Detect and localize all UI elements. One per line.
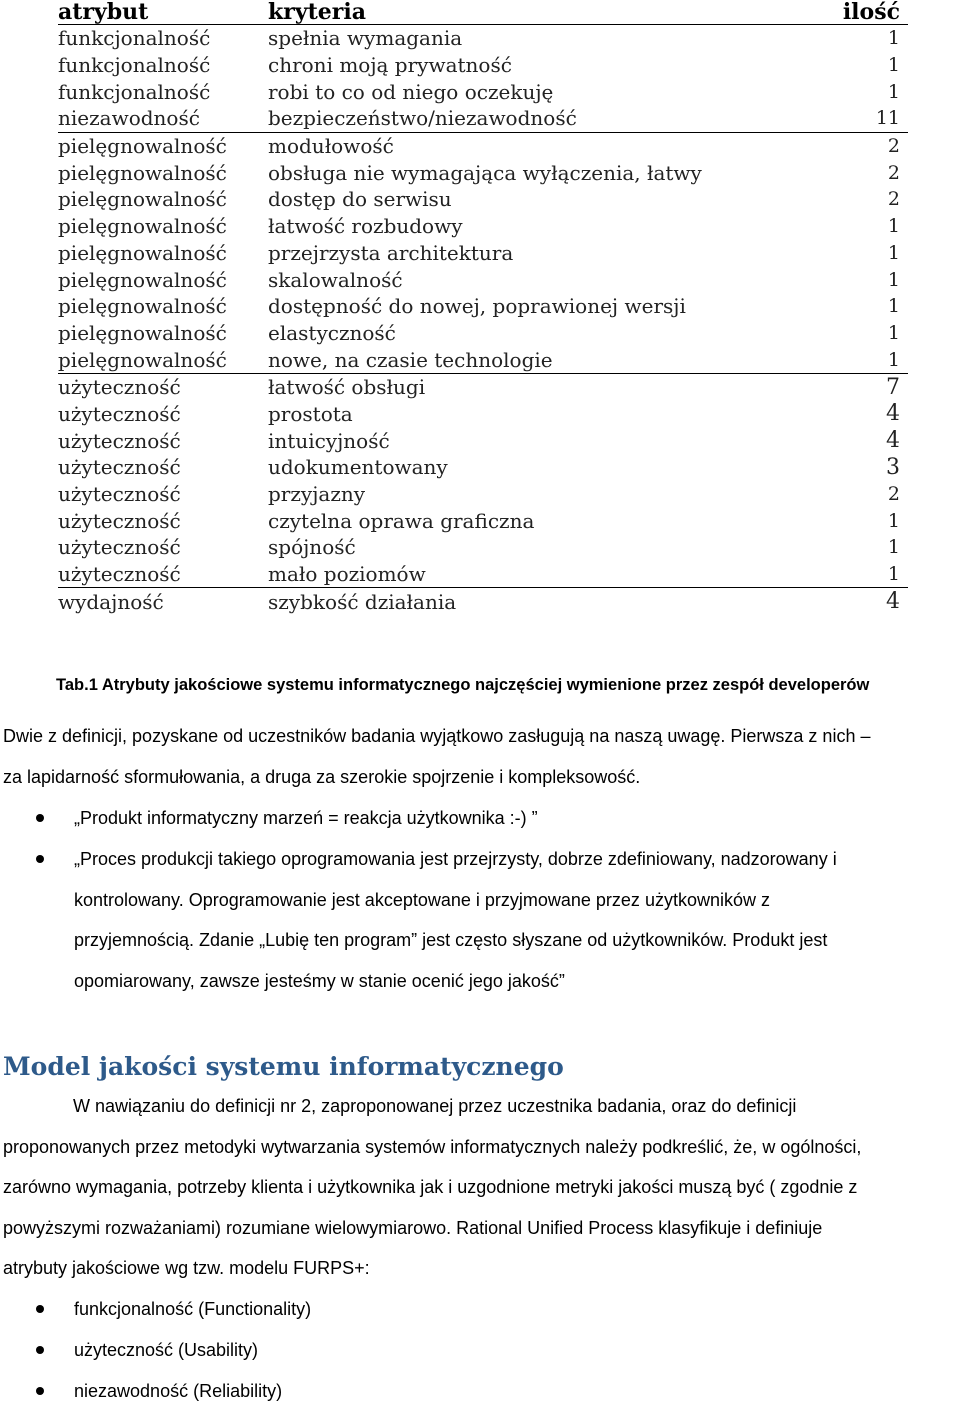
table-row bbox=[58, 454, 908, 481]
furps-list-item bbox=[0, 1330, 958, 1371]
paragraph-line: powyższymi rozważaniami) rozumiane wielowymiarowo. Rational Unified Process klasyfikuje i definiuje bbox=[3, 1217, 823, 1238]
table-row bbox=[58, 293, 908, 320]
cell-attribute: funkcjonalność bbox=[58, 26, 211, 51]
cell-attribute: pielęgnowalność bbox=[58, 320, 227, 345]
list-item-text: niezawodność (Reliability) bbox=[74, 1381, 283, 1401]
furps-list-item bbox=[0, 1371, 958, 1412]
cell-count: 2 bbox=[887, 188, 900, 211]
cell-attribute: użyteczność bbox=[58, 508, 181, 533]
quote-item bbox=[0, 839, 958, 1001]
section-paragraph bbox=[3, 1086, 958, 1289]
cell-attribute: pielęgnowalność bbox=[58, 134, 227, 159]
cell-count: 1 bbox=[887, 321, 900, 344]
table-row bbox=[58, 78, 908, 105]
cell-criteria: nowe, na czasie technologie bbox=[268, 347, 553, 372]
cell-count: 2 bbox=[887, 483, 900, 506]
table-row bbox=[58, 213, 908, 240]
quote-line: „Proces produkcji takiego oprogramowania jest przejrzysty, dobrze zdefiniowany, nadzorowany i bbox=[74, 849, 837, 869]
table-row bbox=[58, 346, 908, 374]
table-row bbox=[58, 266, 908, 293]
intro-line: za lapidarność sformułowania, a druga za szerokie spojrzenie i kompleksowość. bbox=[3, 766, 641, 787]
cell-attribute: funkcjonalność bbox=[58, 79, 211, 104]
cell-criteria: dostępność do nowej, poprawionej wersji bbox=[268, 294, 686, 319]
table-row bbox=[58, 481, 908, 508]
cell-criteria: udokumentowany bbox=[268, 455, 448, 480]
quote-line: „Produkt informatyczny marzeń = reakcja użytkownika :-) ” bbox=[74, 808, 538, 828]
cell-attribute: pielęgnowalność bbox=[58, 267, 227, 292]
cell-criteria: chroni moją prywatność bbox=[268, 53, 512, 78]
cell-attribute: pielęgnowalność bbox=[58, 187, 227, 212]
cell-criteria: mało poziomów bbox=[268, 562, 426, 587]
cell-count: 1 bbox=[887, 54, 900, 77]
cell-count: 1 bbox=[887, 80, 900, 103]
cell-count: 11 bbox=[875, 107, 900, 130]
quote-line: opomiarowany, zawsze jesteśmy w stanie ocenić jego jakość” bbox=[74, 970, 565, 991]
cell-count: 1 bbox=[887, 348, 900, 371]
cell-count: 2 bbox=[887, 135, 900, 158]
bullet-icon bbox=[36, 814, 44, 822]
table-body bbox=[58, 25, 908, 615]
section-heading: Model jakości systemu informatycznego bbox=[3, 1052, 564, 1081]
cell-attribute: użyteczność bbox=[58, 375, 181, 400]
bullet-icon bbox=[36, 855, 44, 863]
cell-attribute: użyteczność bbox=[58, 455, 181, 480]
quote-line: kontrolowany. Oprogramowanie jest akceptowane i przyjmowane przez użytkowników z bbox=[74, 889, 770, 910]
cell-count: 1 bbox=[887, 27, 900, 50]
cell-count: 1 bbox=[887, 268, 900, 291]
table-row bbox=[58, 534, 908, 561]
cell-count: 4 bbox=[886, 428, 900, 454]
table-row bbox=[58, 507, 908, 534]
table-row bbox=[58, 427, 908, 454]
table-row bbox=[58, 561, 908, 589]
cell-count: 3 bbox=[886, 454, 900, 480]
cell-count: 1 bbox=[887, 563, 900, 586]
quote-line: przyjemnością. Zdanie „Lubię ten program” jest często słyszane od użytkowników. Produkt jest bbox=[74, 930, 828, 950]
cell-attribute: pielęgnowalność bbox=[58, 160, 227, 185]
intro-paragraph bbox=[3, 716, 958, 797]
cell-count: 4 bbox=[886, 589, 900, 615]
cell-attribute: funkcjonalność bbox=[58, 53, 211, 78]
table-row bbox=[58, 374, 908, 401]
cell-attribute: pielęgnowalność bbox=[58, 214, 227, 239]
quality-attributes-table bbox=[58, 0, 908, 615]
cell-attribute: pielęgnowalność bbox=[58, 294, 227, 319]
cell-criteria: dostęp do serwisu bbox=[268, 187, 452, 212]
cell-criteria: czytelna oprawa graficzna bbox=[268, 508, 535, 533]
paragraph-line: zarówno wymagania, potrzeby klienta i użytkownika jak i uzgodnione metryki jakości muszą być ( zgodnie z bbox=[3, 1177, 858, 1197]
table-row bbox=[58, 133, 908, 160]
cell-criteria: prostota bbox=[268, 401, 353, 426]
cell-criteria: przejrzysta architektura bbox=[268, 240, 514, 265]
header-criteria: kryteria bbox=[268, 0, 366, 25]
paragraph-line: W nawiązaniu do definicji nr 2, zaproponowanej przez uczestnika badania, oraz do definicji bbox=[73, 1096, 797, 1116]
cell-attribute: użyteczność bbox=[58, 482, 181, 507]
cell-attribute: wydajność bbox=[58, 589, 164, 614]
cell-attribute: pielęgnowalność bbox=[58, 240, 227, 265]
table-row bbox=[58, 159, 908, 186]
cell-count: 4 bbox=[886, 401, 900, 427]
cell-criteria: przyjazny bbox=[268, 482, 366, 507]
cell-attribute: pielęgnowalność bbox=[58, 347, 227, 372]
cell-attribute: niezawodność bbox=[58, 106, 200, 131]
cell-criteria: spełnia wymagania bbox=[268, 26, 463, 51]
cell-criteria: łatwość obsługi bbox=[268, 375, 426, 400]
bullet-icon bbox=[36, 1305, 44, 1313]
cell-criteria: modułowość bbox=[268, 134, 394, 159]
cell-count: 1 bbox=[887, 215, 900, 238]
table-row bbox=[58, 186, 908, 213]
cell-criteria: szybkość działania bbox=[268, 589, 457, 614]
cell-count: 1 bbox=[887, 509, 900, 532]
cell-count: 7 bbox=[886, 374, 900, 400]
cell-attribute: użyteczność bbox=[58, 562, 181, 587]
header-attribute: atrybut bbox=[58, 0, 149, 25]
cell-attribute: użyteczność bbox=[58, 428, 181, 453]
cell-criteria: spójność bbox=[268, 535, 356, 560]
cell-criteria: bezpieczeństwo/niezawodność bbox=[268, 106, 577, 131]
cell-criteria: intuicyjność bbox=[268, 428, 390, 453]
cell-count: 1 bbox=[887, 295, 900, 318]
cell-count: 1 bbox=[887, 241, 900, 264]
table-row bbox=[58, 25, 908, 52]
cell-count: 1 bbox=[887, 536, 900, 559]
furps-list-item bbox=[0, 1289, 958, 1330]
intro-line: Dwie z definicji, pozyskane od uczestników badania wyjątkowo zasługują na naszą uwagę. Pierwsza z nich – bbox=[3, 726, 871, 746]
cell-attribute: użyteczność bbox=[58, 535, 181, 560]
table-row bbox=[58, 105, 908, 133]
table-row bbox=[58, 320, 908, 347]
table-header bbox=[58, 0, 908, 25]
cell-criteria: łatwość rozbudowy bbox=[268, 214, 463, 239]
cell-attribute: użyteczność bbox=[58, 401, 181, 426]
cell-criteria: robi to co od niego oczekuję bbox=[268, 79, 554, 104]
cell-criteria: skalowalność bbox=[268, 267, 403, 292]
list-item-text: użyteczność (Usability) bbox=[74, 1340, 259, 1360]
table-row bbox=[58, 401, 908, 428]
table-row bbox=[58, 588, 908, 615]
header-count: ilość bbox=[842, 0, 900, 25]
table-caption: Tab.1 Atrybuty jakościowe systemu informatycznego najczęściej wymienione przez zespół developerów bbox=[56, 676, 870, 694]
table-row bbox=[58, 52, 908, 79]
bullet-icon bbox=[36, 1346, 44, 1354]
paragraph-line: atrybuty jakościowe wg tzw. modelu FURPS+: bbox=[3, 1258, 370, 1278]
quote-item bbox=[0, 798, 958, 839]
cell-count: 2 bbox=[887, 161, 900, 184]
table-row bbox=[58, 240, 908, 267]
bullet-icon bbox=[36, 1387, 44, 1395]
paragraph-line: proponowanych przez metodyki wytwarzania systemów informatycznych należy podkreślić, że, w ogólności, bbox=[3, 1136, 862, 1157]
cell-criteria: elastyczność bbox=[268, 320, 396, 345]
cell-criteria: obsługa nie wymagająca wyłączenia, łatwy bbox=[268, 160, 702, 185]
list-item-text: funkcjonalność (Functionality) bbox=[74, 1299, 312, 1319]
